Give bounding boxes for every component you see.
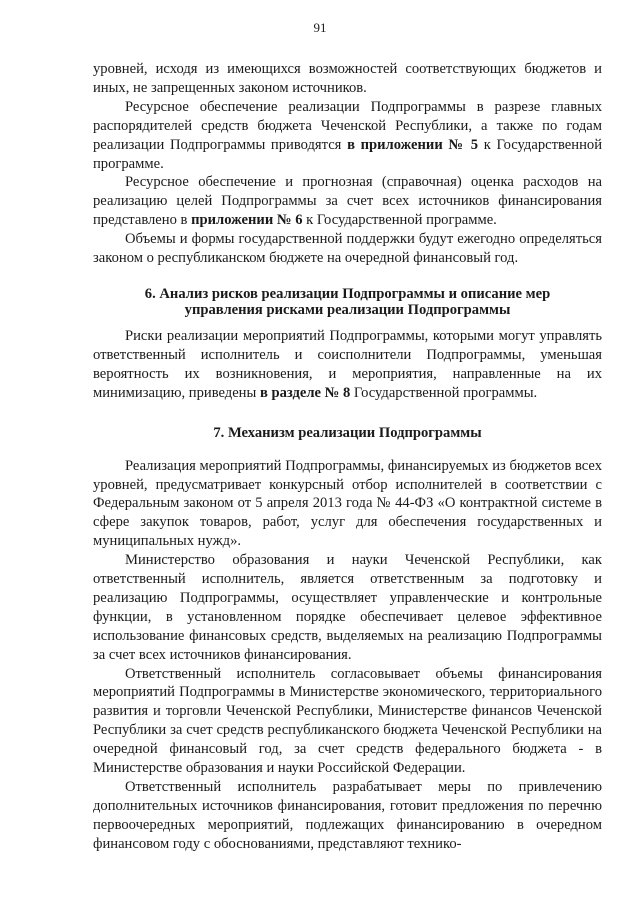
paragraph-resource-distribution xyxy=(93,98,602,174)
page-number: 91 xyxy=(313,20,327,35)
paragraph-text: к Государственной программе. xyxy=(302,212,497,229)
page-body xyxy=(93,60,602,854)
paragraph-state-support: Объемы и формы государственной поддержки будут ежегодно определяться законом о республиканском бюджете на очередной финансовый год. xyxy=(93,231,602,267)
paragraph-funding-coordination: Ответственный исполнитель согласовывает объемы финансирования мероприятий Подпрограммы в Министерстве экономического, территориального развития и торговли Чеченской Республики, Министерстве финансов Чеченской Республики за счет средств республиканского бюджета Чеченской Республики на очередной финансовый год, за счет средств федерального бюджета - в Министерстве образования и науки Российской Федерации. xyxy=(93,665,602,777)
paragraph-additional-funding: Ответственный исполнитель разрабатывает меры по привлечению дополнительных источников финансирования, готовит предложения по перечню первоочередных мероприятий, подлежащих финансированию в очередном финансовом году с обоснованиями, представляют технико- xyxy=(93,779,602,852)
paragraph-0: уровней, исходя из имеющихся возможностей соответствующих бюджетов и иных, не запрещенных законом источников. xyxy=(93,61,602,96)
paragraph-text: Государственной программы. xyxy=(350,384,538,401)
paragraph-text: Ресурсное обеспечение реализации Подпрограммы в разрезе главных распорядителей средств бюджета Чеченской Республики, а также по годам реализации Подпрограммы приводятся xyxy=(93,98,602,153)
section-7-heading: 7. Механизм реализации Подпрограммы xyxy=(213,424,482,441)
appendix-6-reference: приложении № 6 xyxy=(191,212,303,229)
paragraph-text: к Государственной программе. xyxy=(93,136,602,172)
paragraph-text: Ресурсное обеспечение и прогнозная (справочная) оценка расходов на реализацию целей Подпрограммы за счет всех источников финансирования представлено в xyxy=(93,174,602,229)
section-8-reference: в разделе № 8 xyxy=(259,384,351,401)
section-6-heading-line2: управления рисками реализации Подпрограммы xyxy=(184,301,511,318)
paragraph-competitive-selection: Реализация мероприятий Подпрограммы, финансируемых из бюджетов всех уровней, предусматривает конкурсный отбор исполнителей в соответствии с Федеральным законом от 5 апреля 2013 года № 44-ФЗ «О контрактной системе в сфере закупок товаров, работ, услуг для обеспечения государственных и муниципальных нужд». xyxy=(93,457,602,550)
paragraph-ministry-role: Министерство образования и науки Чеченской Республики, как ответственный исполнитель, является ответственным за подготовку и реализацию Подпрограммы, осуществляет управленческие и контрольные функции, в установленном порядке обеспечивает целевое эффективное использование финансовых средств, выделяемых на реализацию Подпрограммы за счет всех источников финансирования. xyxy=(93,552,602,663)
paragraph-text: Риски реализации мероприятий Подпрограммы, которыми могут управлять ответственный исполнитель и соисполнители Подпрограммы, уменьшая вероятность их возникновения, и мероприятия, направленные на их минимизацию, приведены xyxy=(93,327,602,401)
section-6-heading-line1: 6. Анализ рисков реализации Подпрограммы и описание мер xyxy=(144,285,551,302)
paragraph-risks xyxy=(93,327,602,403)
section-6-heading xyxy=(93,286,602,318)
appendix-5-reference: в приложении № 5 xyxy=(347,136,479,153)
paragraph-forecast-estimate xyxy=(93,173,602,230)
